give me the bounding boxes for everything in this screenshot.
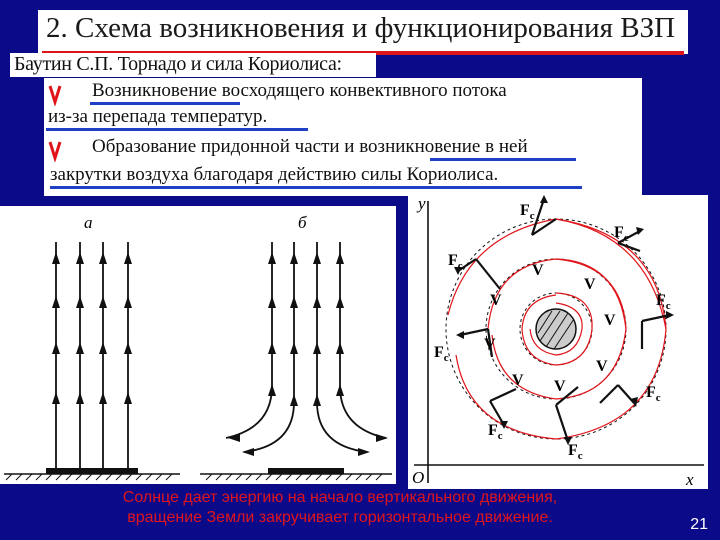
flow-diagram — [0, 206, 396, 484]
v-label: V — [532, 262, 544, 279]
origin-label: O — [412, 468, 425, 487]
check-mark-icon — [48, 82, 66, 106]
v-label: V — [554, 378, 566, 395]
point-2-keyword: возникновение — [359, 136, 481, 157]
fc-label: $F_c$ — [448, 252, 463, 272]
coriolis-figure — [408, 195, 708, 489]
fc-label: $F_c$ — [614, 224, 629, 244]
v-label: V — [490, 292, 502, 309]
caption-line-2: вращение Земли закручивает горизонтальное движение. — [127, 509, 553, 526]
vortex-core — [536, 309, 576, 349]
fc-label: $F_c$ — [646, 384, 661, 404]
curved-flow-lines — [226, 242, 386, 452]
point-2-underline-2 — [50, 186, 582, 189]
hatching-a — [6, 474, 172, 480]
hatching-b — [206, 474, 382, 480]
author-box — [10, 53, 376, 77]
curved-flow-arrows — [228, 252, 388, 456]
fc-label: $F_c$ — [488, 422, 503, 442]
label-b: б — [298, 213, 307, 232]
check-mark-icon — [48, 138, 66, 162]
v-label: V — [484, 336, 496, 353]
point-2-part-a: Образование придонной части и — [92, 136, 360, 157]
fc-label: $F_c$ — [656, 292, 671, 312]
point-1-underline-2 — [46, 128, 308, 131]
point-1-rest: восходящего конвективного потока — [216, 80, 507, 101]
flow-figure — [0, 206, 396, 484]
straight-flow-lines — [56, 242, 128, 468]
ground-a — [46, 468, 138, 474]
y-axis-label: y — [418, 195, 426, 213]
page-number: 21 — [690, 516, 708, 533]
title-box — [38, 10, 688, 54]
fc-label: $F_c$ — [520, 202, 535, 222]
straight-flow-arrows — [52, 252, 132, 404]
v-label: V — [512, 372, 524, 389]
ground-b — [268, 468, 344, 474]
point-2-underline — [430, 158, 576, 161]
slide-title: 2. Схема возникновения и функционирования ВЗП — [46, 12, 676, 44]
fc-label: $F_c$ — [434, 344, 449, 364]
slide-caption — [0, 488, 680, 528]
author-line: Баутин С.П. Торнадо и сила Кориолиса: — [14, 53, 342, 75]
coriolis-diagram — [408, 195, 708, 489]
point-1-keyword: Возникновение — [92, 80, 217, 101]
point-2-line-2: закрутки воздуха благодаря действию силы Кориолиса. — [50, 164, 499, 185]
x-axis-label: x — [686, 470, 694, 489]
point-1-line-1 — [92, 80, 507, 102]
v-label: V — [596, 358, 608, 375]
point-1-underline — [90, 102, 240, 105]
label-a: а — [84, 213, 93, 232]
fc-label: $F_c$ — [568, 442, 583, 462]
point-2-part-c: в ней — [480, 136, 528, 157]
point-1-line-2: из-за перепада температур. — [48, 106, 268, 127]
caption-line-1: Солнце дает энергию на начало вертикального движения, — [122, 489, 558, 506]
points-box — [44, 78, 642, 196]
v-label: V — [604, 312, 616, 329]
point-2-line-1 — [92, 136, 528, 158]
v-label: V — [584, 276, 596, 293]
